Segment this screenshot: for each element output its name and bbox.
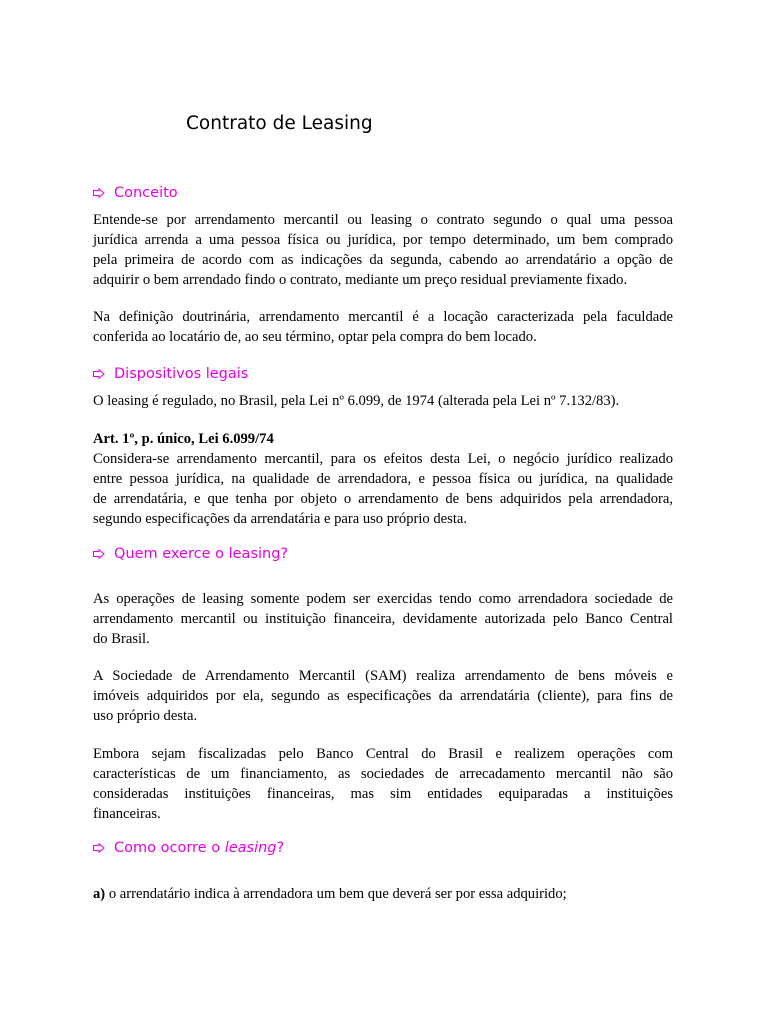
text-line: segundo especificações da arrendatária e para uso próprio desta.	[93, 511, 467, 527]
arrow-right-icon	[93, 843, 105, 853]
paragraph	[93, 666, 673, 726]
text-line: jurídica arrenda a uma pessoa física ou jurídica, por tempo determinado, um bem comprado	[93, 232, 673, 248]
text-line: arrendamento mercantil ou instituição financeira, devidamente autorizada pelo Banco Central	[93, 611, 673, 627]
text-line: de arrendatária, e que tenha por objeto o arrendamento de bens adquiridos pela arrendadora,	[93, 491, 673, 507]
section-heading-label: Quem exerce o leasing?	[114, 546, 289, 562]
section-heading-dispositivos-legais	[93, 366, 248, 382]
text-line: Considera-se arrendamento mercantil, para os efeitos desta Lei, o negócio jurídico realizado	[93, 451, 673, 467]
text-line: entre pessoa jurídica, na qualidade de arrendadora, e pessoa física ou jurídica, na qualidade	[93, 471, 673, 487]
text-line: consideradas instituições financeiras, mas sim entidades equiparadas a instituições	[93, 786, 673, 802]
section-heading-quem-exerce	[93, 546, 288, 562]
heading-text-prefix: Como ocorre o	[114, 840, 225, 856]
section-heading-como-ocorre	[93, 840, 284, 856]
text-line: Entende-se por arrendamento mercantil ou leasing o contrato segundo o qual uma pessoa	[93, 212, 673, 228]
paragraph: O leasing é regulado, no Brasil, pela Lei nº 6.099, de 1974 (alterada pela Lei nº 7.132/83).	[93, 393, 620, 409]
section-heading-label: Conceito	[114, 185, 178, 201]
section-heading-label: Dispositivos legais	[114, 366, 249, 382]
text-line: do Brasil.	[93, 631, 150, 647]
paragraph	[93, 307, 673, 347]
heading-text-italic: leasing	[224, 840, 277, 856]
text-line: pela primeira de acordo com as indicações da segunda, cabendo ao arrendatário a opção de	[93, 252, 673, 268]
article-block	[93, 429, 673, 529]
article-title: Art. 1º, p. único, Lei 6.099/74	[93, 431, 274, 447]
heading-text-suffix: ?	[276, 840, 285, 856]
paragraph	[93, 744, 673, 824]
text-line: uso próprio desta.	[93, 708, 198, 724]
text-line: características de um financiamento, as sociedades de arrecadamento mercantil não são	[93, 766, 673, 782]
text-line: As operações de leasing somente podem ser exercidas tendo como arrendadora sociedade de	[93, 591, 673, 607]
text-line: Embora sejam fiscalizadas pelo Banco Central do Brasil e realizem operações com	[93, 746, 673, 762]
text-line: A Sociedade de Arrendamento Mercantil (SAM) realiza arrendamento de bens móveis e	[93, 668, 673, 684]
list-item-text: o arrendatário indica à arrendadora um bem que deverá ser por essa adquirido;	[105, 886, 567, 902]
paragraph	[93, 210, 673, 290]
text-line: imóveis adquiridos por ela, segundo as especificações da arrendatária (cliente), para fins de	[93, 688, 673, 704]
arrow-right-icon	[93, 188, 105, 198]
section-heading-label	[114, 840, 284, 856]
arrow-right-icon	[93, 549, 105, 559]
document-title: Contrato de Leasing	[186, 113, 373, 134]
section-heading-conceito	[93, 185, 178, 201]
list-item	[93, 884, 567, 904]
text-line: financeiras.	[93, 806, 161, 822]
text-line: conferida ao locatário de, ao seu término, optar pela compra do bem locado.	[93, 329, 537, 345]
text-line: Na definição doutrinária, arrendamento mercantil é a locação caracterizada pela faculdade	[93, 309, 673, 325]
arrow-right-icon	[93, 369, 105, 379]
list-item-label: a)	[93, 886, 106, 902]
paragraph	[93, 589, 673, 649]
text-line: adquirir o bem arrendado findo o contrato, mediante um preço residual previamente fixado.	[93, 272, 628, 288]
